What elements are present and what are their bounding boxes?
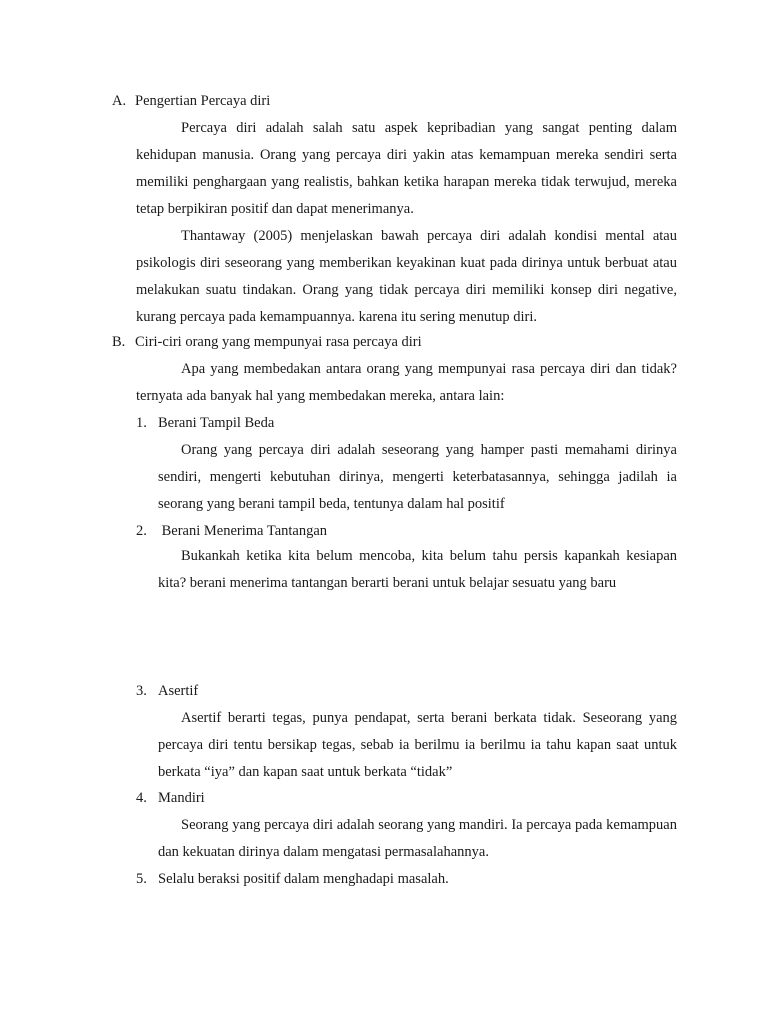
section-a-paragraph-2 — [136, 223, 677, 331]
list-item-3-heading — [136, 678, 677, 705]
list-item-1-title: Berani Tampil Beda — [158, 415, 275, 431]
section-b-marker: B. — [112, 334, 126, 350]
section-a-paragraph-2-text: Thantaway (2005) menjelaskan bawah percaya diri adalah kondisi mental atau psikologis diri seseorang yang memberikan keyakinan kuat pada dirinya untuk berbuat atau melakukan suatu tindakan. Orang yang tidak percaya diri memiliki konsep diri negative, kurang percaya pada kemampuannya. karena itu sering menutup diri. — [136, 228, 677, 325]
list-item-2-title: Berani Menerima Tantangan — [158, 523, 328, 539]
list-item-5-title: Selalu beraksi positif dalam menghadapi masalah. — [158, 871, 449, 887]
list-item-1-body-text: Orang yang percaya diri adalah seseorang yang hamper pasti memahami dirinya sendiri, mengerti kebutuhan dirinya, mengerti keterbatasannya, sehingga jadilah ia seorang yang berani tampil beda, tentunya dalam hal positif — [158, 442, 677, 512]
list-item-3-body-text: Asertif berarti tegas, punya pendapat, serta berani berkata tidak. Seseorang yang percaya diri tentu bersikap tegas, sebab ia berilmu ia berilmu ia tahu kapan saat untuk berkata “iya” dan kapan saat untuk berkata “tidak” — [158, 710, 677, 780]
list-item-2-body — [158, 543, 677, 597]
list-item-4-body-text: Seorang yang percaya diri adalah seorang yang mandiri. Ia percaya pada kemampuan dan kekuatan dirinya dalam mengatasi permasalahannya. — [158, 817, 677, 860]
list-item-4-number: 4. — [136, 790, 147, 806]
list-item-2-body-text: Bukankah ketika kita belum mencoba, kita belum tahu persis kapankah kesiapan kita? berani menerima tantangan berarti berani untuk belajar sesuatu yang baru — [158, 548, 677, 591]
section-a-marker: A. — [112, 93, 127, 109]
list-item-5-number: 5. — [136, 871, 147, 887]
list-item-4-heading — [136, 785, 677, 812]
list-item-4-title: Mandiri — [158, 790, 205, 806]
section-b-heading — [112, 329, 678, 356]
list-item-1-heading — [136, 410, 677, 437]
list-item-2-number: 2. — [136, 523, 147, 539]
list-item-3-number: 3. — [136, 683, 147, 699]
section-a-title: Pengertian Percaya diri — [135, 93, 271, 109]
list-item-2-heading — [136, 518, 677, 545]
list-item-5-heading — [136, 866, 677, 893]
section-b-intro-text: Apa yang membedakan antara orang yang mempunyai rasa percaya diri dan tidak? ternyata ada banyak hal yang membedakan mereka, antara lain: — [136, 361, 677, 404]
section-a-paragraph-1 — [136, 115, 677, 223]
section-a-paragraph-1-text: Percaya diri adalah salah satu aspek kepribadian yang sangat penting dalam kehidupan manusia. Orang yang percaya diri yakin atas kemampuan mereka sendiri serta memiliki penghargaan yang realistis, bahkan ketika harapan mereka tidak terwujud, mereka tetap berpikiran positif dan dapat menerimanya. — [136, 120, 677, 217]
list-item-4-body — [158, 812, 677, 866]
section-b-title: Ciri-ciri orang yang mempunyai rasa percaya diri — [135, 334, 422, 350]
section-b-intro — [136, 356, 677, 410]
list-item-3-title: Asertif — [158, 683, 199, 699]
list-item-3-body — [158, 705, 677, 786]
section-a-heading — [112, 88, 678, 115]
list-item-1-body — [158, 437, 677, 518]
list-item-1-number: 1. — [136, 415, 147, 431]
